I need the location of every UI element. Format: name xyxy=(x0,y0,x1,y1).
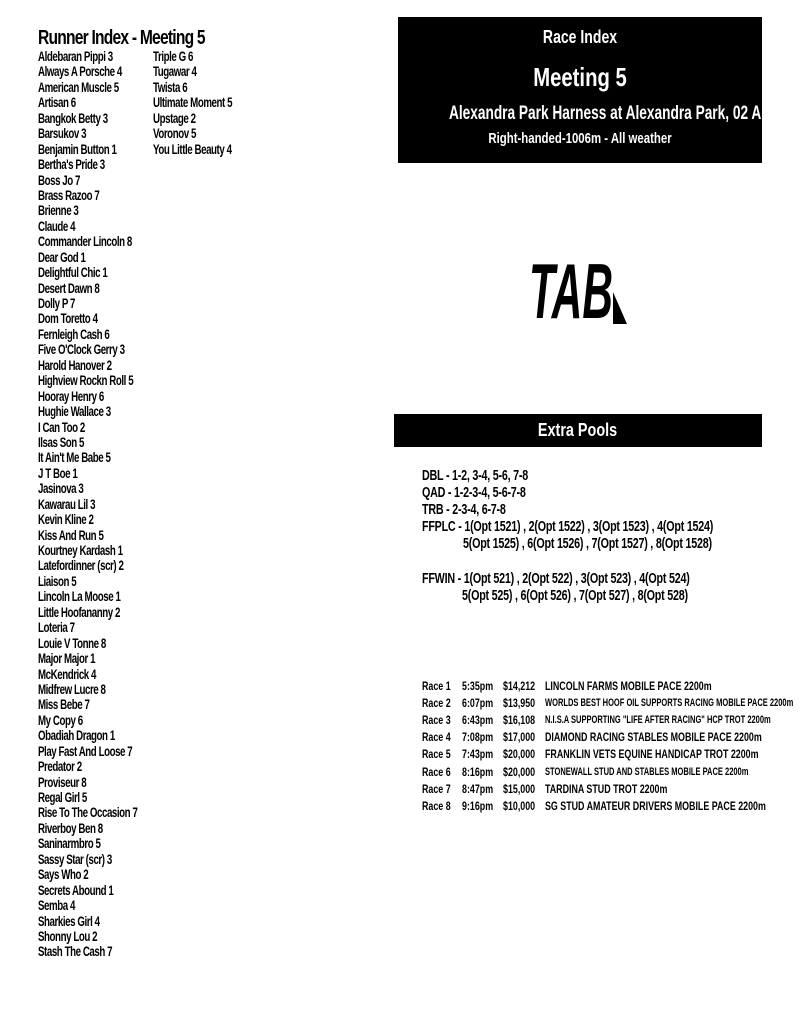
runner-entry: Louie V Tonne 8 xyxy=(38,635,106,651)
race-time: 8:16pm xyxy=(462,765,494,779)
race-name: DIAMOND RACING STABLES MOBILE PACE 2200m xyxy=(545,730,762,744)
runner-entry: My Copy 6 xyxy=(38,712,83,728)
race-number: Race 7 xyxy=(422,782,451,796)
race-name: WORLDS BEST HOOF OIL SUPPORTS RACING MOBILE PACE 2200m xyxy=(545,697,794,709)
runner-entry: Brass Razoo 7 xyxy=(38,187,100,203)
runner-entry: Triple G 6 xyxy=(153,49,193,64)
race-time: 6:43pm xyxy=(462,713,494,727)
runner-entry: Bertha's Pride 3 xyxy=(38,157,105,173)
race-time: 7:43pm xyxy=(462,747,494,761)
runner-entry: Boss Jo 7 xyxy=(38,172,81,188)
runner-entry: Dolly P 7 xyxy=(38,296,76,311)
runner-entry: Bangkok Betty 3 xyxy=(38,110,108,126)
race-prize: $13,950 xyxy=(503,696,536,710)
race-prize: $15,000 xyxy=(503,782,536,796)
runner-entry: Obadiah Dragon 1 xyxy=(38,728,115,744)
race-number: Race 5 xyxy=(422,747,451,761)
runner-entry: Kourtney Kardash 1 xyxy=(38,543,123,558)
runner-entry: Kevin Kline 2 xyxy=(38,512,94,528)
runner-entry: Ultimate Moment 5 xyxy=(153,95,233,111)
logo-mark xyxy=(613,292,627,324)
runner-entry: Saninarmbro 5 xyxy=(38,836,101,852)
runner-entry: Voronov 5 xyxy=(153,126,196,142)
runner-entry: American Muscle 5 xyxy=(38,79,119,95)
pool-dbl: DBL - 1-2, 3-4, 5-6, 7-8 xyxy=(422,468,528,484)
race-number: Race 1 xyxy=(422,679,451,693)
race-name: TARDINA STUD TROT 2200m xyxy=(545,782,668,796)
race-time: 5:35pm xyxy=(462,679,494,693)
runner-entry: Sassy Star (scr) 3 xyxy=(38,851,112,867)
runner-list-column-2 xyxy=(153,49,263,157)
runner-entry: Highview Rockn Roll 5 xyxy=(38,373,134,389)
race-number: Race 2 xyxy=(422,696,451,710)
runner-entry: Regal Girl 5 xyxy=(38,790,87,805)
runner-entry: Miss Bebe 7 xyxy=(38,697,90,713)
pool-ffwin: FFWIN - 1(Opt 521) , 2(Opt 522) , 3(Opt 523) , 4(Opt 524) xyxy=(422,571,690,587)
race-name: N.I.S.A SUPPORTING "LIFE AFTER RACING" HCP TROT 2200m xyxy=(545,714,771,726)
runner-entry: Tugawar 4 xyxy=(153,64,197,80)
runner-entry: Rise To The Occasion 7 xyxy=(38,805,138,821)
runner-entry: J T Boe 1 xyxy=(38,465,78,481)
race-number: Race 6 xyxy=(422,765,451,779)
runner-entry: Semba 4 xyxy=(38,898,75,914)
runner-entry: Riverboy Ben 8 xyxy=(38,820,103,836)
runner-entry: Stash The Cash 7 xyxy=(38,944,113,960)
runner-entry: Says Who 2 xyxy=(38,867,89,883)
race-prize: $20,000 xyxy=(503,765,536,779)
runner-entry: Claude 4 xyxy=(38,218,76,234)
runner-entry: Ilsas Son 5 xyxy=(38,434,85,450)
pool-ffwin-cont: 5(Opt 525) , 6(Opt 526) , 7(Opt 527) , 8(Opt 528) xyxy=(462,588,688,604)
runner-entry: Major Major 1 xyxy=(38,651,96,667)
race-prize: $16,108 xyxy=(503,713,536,727)
runner-entry: Aldebaran Pippi 3 xyxy=(38,49,113,64)
pool-ffplc: FFPLC - 1(Opt 1521) , 2(Opt 1522) , 3(Opt 1523) , 4(Opt 1524) xyxy=(422,519,714,535)
runner-entry: Play Fast And Loose 7 xyxy=(38,743,133,759)
race-prize: $17,000 xyxy=(503,730,536,744)
race-name: SG STUD AMATEUR DRIVERS MOBILE PACE 2200m xyxy=(545,799,766,813)
runner-entry: Artisan 6 xyxy=(38,95,76,111)
runner-entry: I Can Too 2 xyxy=(38,419,85,435)
race-index-label: Race Index xyxy=(542,27,618,47)
pool-qad: QAD - 1-2-3-4, 5-6-7-8 xyxy=(422,485,526,501)
extra-pools-title: Extra Pools xyxy=(538,420,618,440)
race-time: 7:08pm xyxy=(462,730,494,744)
runner-entry: You Little Beauty 4 xyxy=(153,141,232,157)
runner-entry: Dom Toretto 4 xyxy=(38,311,98,327)
venue-date: Alexandra Park Harness at Alexandra Park, 02 Aug 2024 xyxy=(448,103,812,124)
pool-ffplc-cont: 5(Opt 1525) , 6(Opt 1526) , 7(Opt 1527) , 8(Opt 1528) xyxy=(463,536,712,552)
runner-entry: Predator 2 xyxy=(38,759,82,775)
race-name: LINCOLN FARMS MOBILE PACE 2200m xyxy=(545,679,712,693)
meeting-title: Meeting 5 xyxy=(533,62,627,92)
runner-entry: Latefordinner (scr) 2 xyxy=(38,558,124,574)
pool-trb: TRB - 2-3-4, 6-7-8 xyxy=(422,502,506,518)
runner-entry: Shonny Lou 2 xyxy=(38,928,98,944)
runner-entry: Little Hoofananny 2 xyxy=(38,604,120,620)
logo-text: TAB xyxy=(529,247,613,335)
race-prize: $20,000 xyxy=(503,747,536,761)
race-time: 6:07pm xyxy=(462,696,494,710)
runner-entry: Delightful Chic 1 xyxy=(38,265,108,281)
race-time: 9:16pm xyxy=(462,799,494,813)
race-time: 8:47pm xyxy=(462,782,494,796)
runner-entry: Benjamin Button 1 xyxy=(38,141,117,157)
runner-entry: Brienne 3 xyxy=(38,203,79,219)
race-name: FRANKLIN VETS EQUINE HANDICAP TROT 2200m xyxy=(545,747,759,761)
runner-entry: Desert Dawn 8 xyxy=(38,280,100,296)
runner-entry: Hughie Wallace 3 xyxy=(38,404,111,420)
track-details: Right-handed-1006m - All weather xyxy=(488,130,672,147)
race-prize: $10,000 xyxy=(503,799,536,813)
runner-entry: Sharkies Girl 4 xyxy=(38,913,100,929)
runner-entry: Barsukov 3 xyxy=(38,126,87,142)
runner-entry: Jasinova 3 xyxy=(38,481,84,497)
runner-entry: Hooray Henry 6 xyxy=(38,388,104,404)
runner-entry: Always A Porsche 4 xyxy=(38,64,122,80)
race-number: Race 4 xyxy=(422,730,451,744)
runner-entry: Twista 6 xyxy=(153,79,188,95)
runner-entry: Kawarau Lil 3 xyxy=(38,496,96,512)
runner-entry: Proviseur 8 xyxy=(38,774,87,790)
race-number: Race 8 xyxy=(422,799,451,813)
tab-logo-icon xyxy=(529,247,627,335)
runner-entry: Fernleigh Cash 6 xyxy=(38,326,110,342)
runner-entry: Secrets Abound 1 xyxy=(38,882,114,898)
runner-entry: Midfrew Lucre 8 xyxy=(38,681,106,697)
runner-entry: Five O'Clock Gerry 3 xyxy=(38,342,125,358)
race-prize: $14,212 xyxy=(503,679,536,693)
runner-entry: Upstage 2 xyxy=(153,110,196,126)
race-name: STONEWALL STUD AND STABLES MOBILE PACE 2200m xyxy=(545,766,749,778)
race-number: Race 3 xyxy=(422,713,451,727)
runner-entry: Loteria 7 xyxy=(38,620,75,636)
runner-entry: It Ain't Me Babe 5 xyxy=(38,450,111,466)
runner-entry: Liaison 5 xyxy=(38,573,77,589)
race-index-header xyxy=(398,17,812,163)
runner-entry: Dear God 1 xyxy=(38,249,86,265)
runner-entry: Lincoln La Moose 1 xyxy=(38,589,121,605)
runner-list-column-1 xyxy=(38,49,176,960)
runner-entry: Commander Lincoln 8 xyxy=(38,234,132,250)
runner-entry: Kiss And Run 5 xyxy=(38,527,104,543)
runner-entry: McKendrick 4 xyxy=(38,666,97,682)
extra-pools-header xyxy=(394,414,762,447)
runner-index-title: Runner Index - Meeting 5 xyxy=(38,27,205,49)
runner-entry: Harold Hanover 2 xyxy=(38,357,112,373)
